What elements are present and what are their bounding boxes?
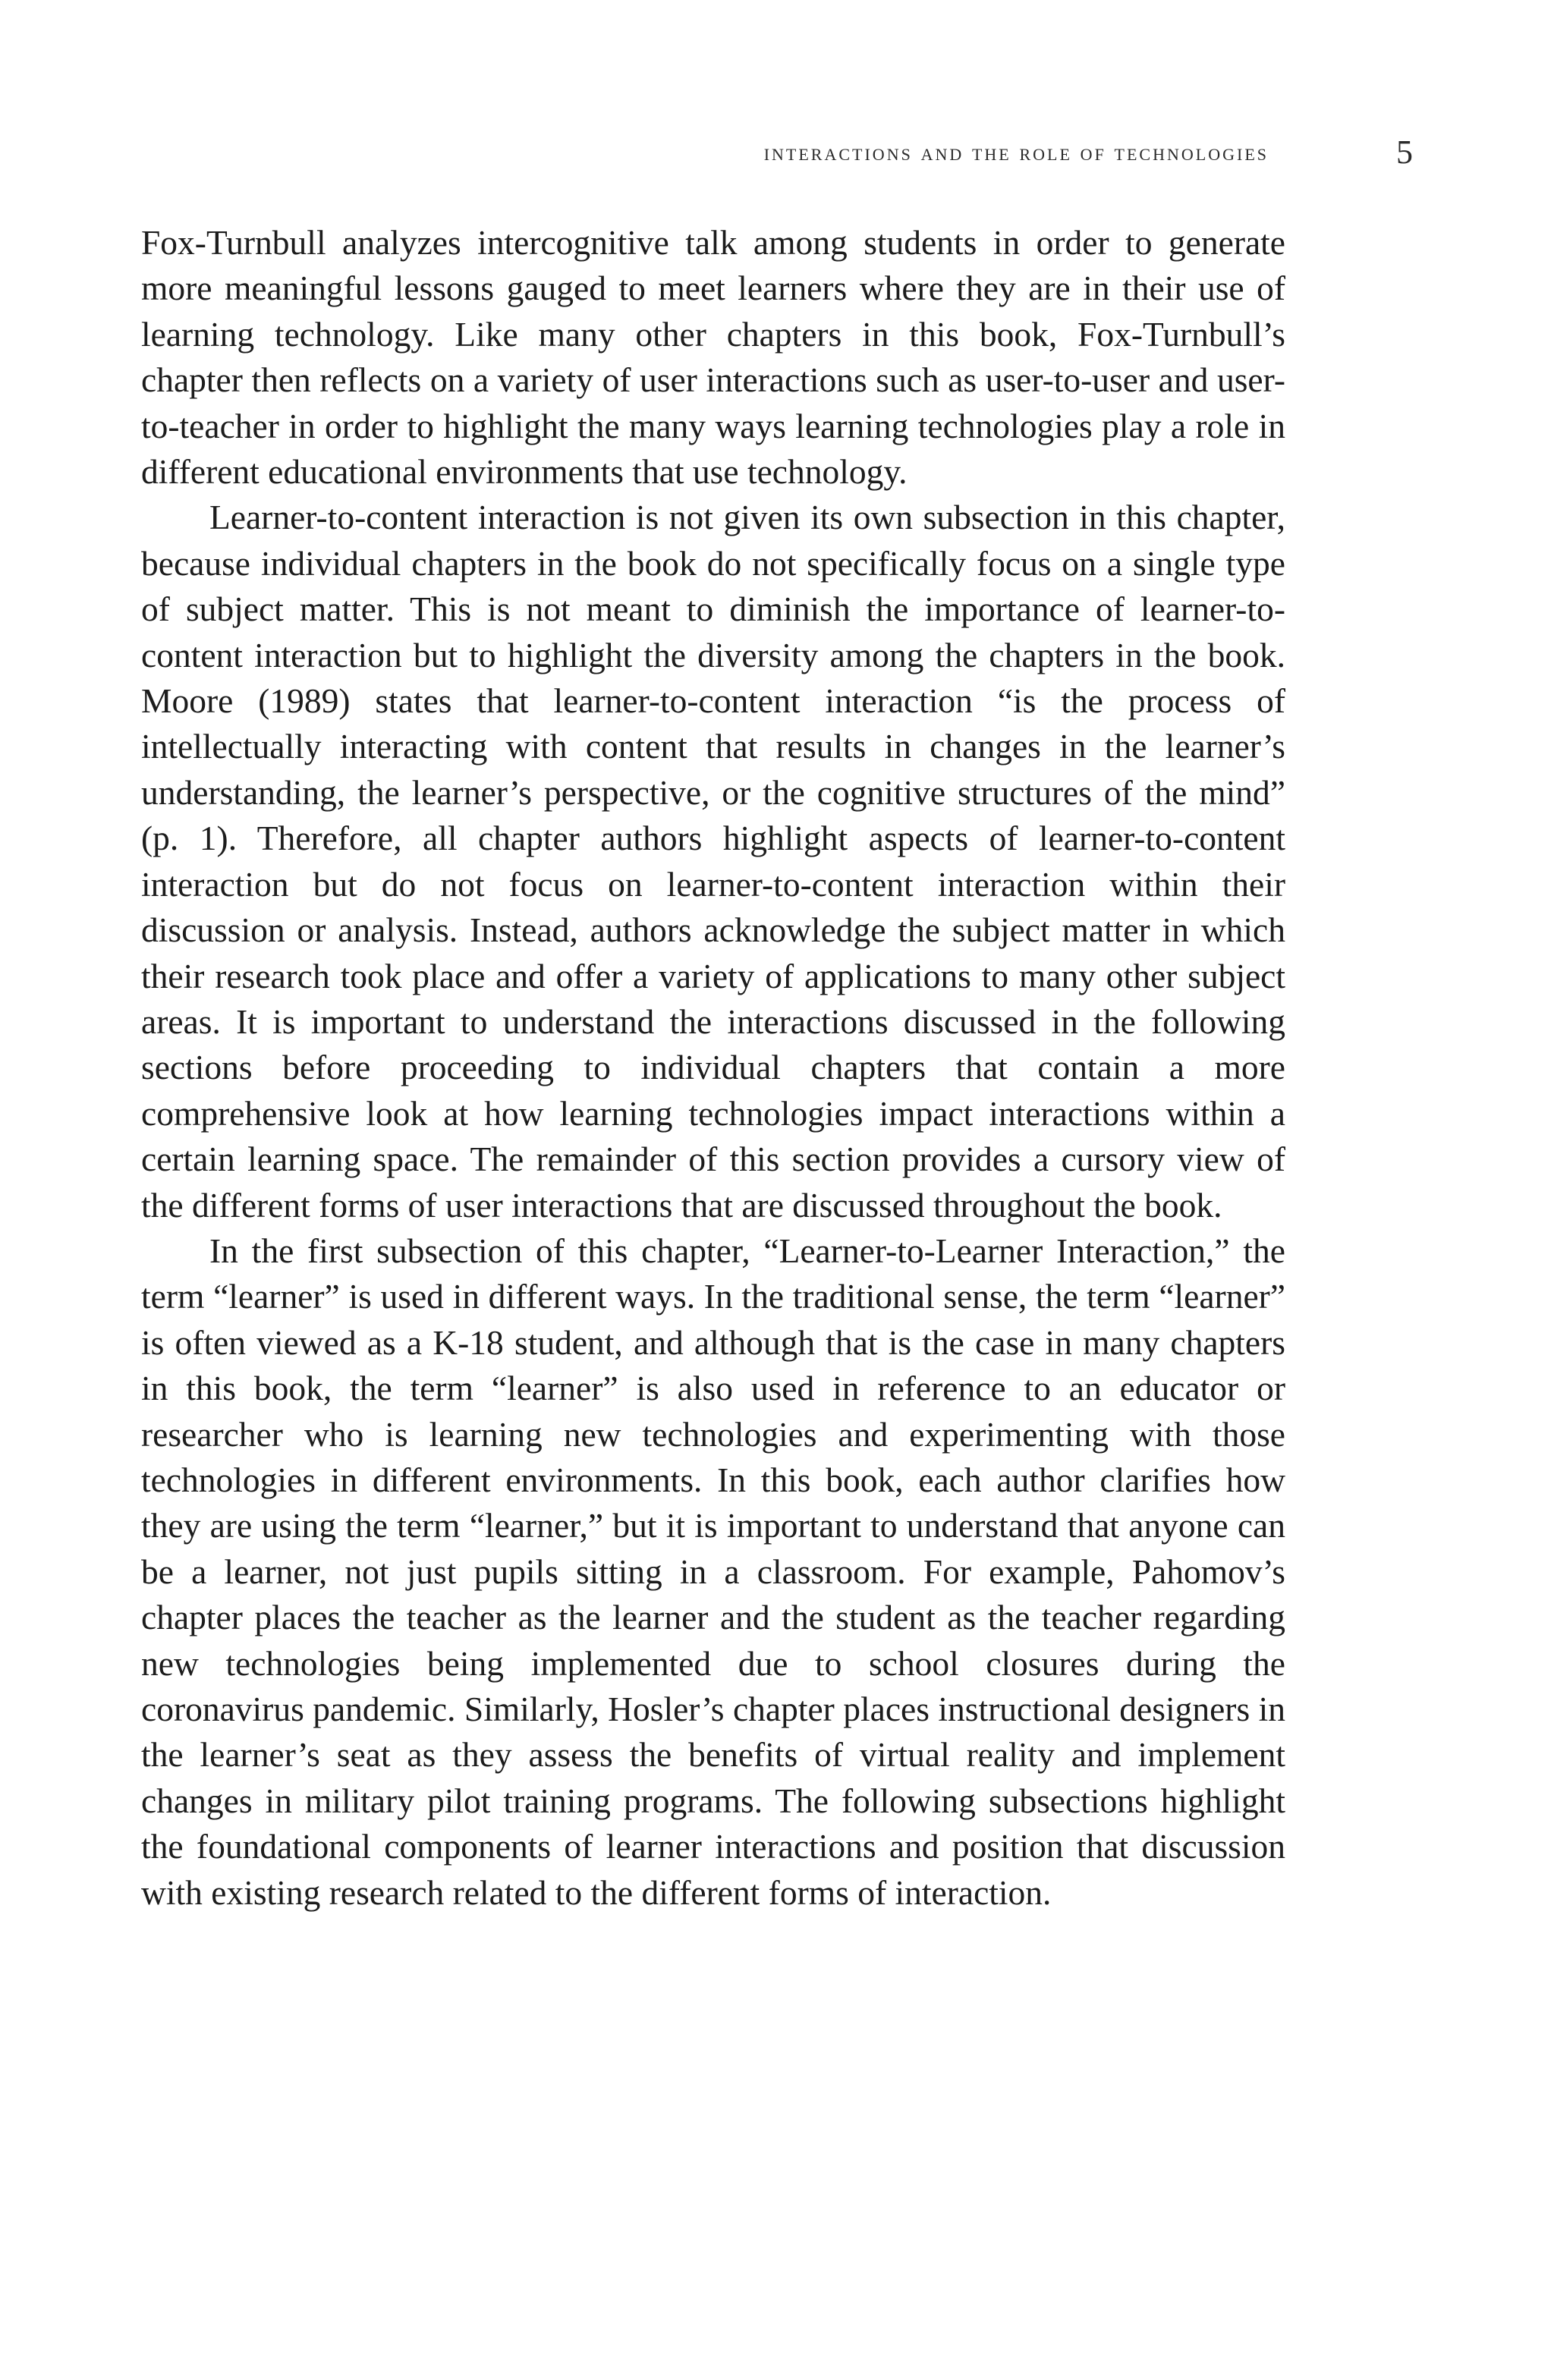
paragraph-3: In the first subsection of this chapter, “Learner-to-Learner Interaction,” the term “learner” is used in different ways. In the traditional sense, the term “learner” is often viewed as a K-18 student, and although that is the case in many chapters in this book, the term “learner” is also used in reference to an educator or researcher who is learning new technologies and experimenting with those technologies in different environments. In this book, each author clarifies how they are using the term “learner,” but it is important to understand that anyone can be a learner, not just pupils sitting in a classroom. For example, Pahomov’s chapter places the teacher as the learner and the student as the teacher regarding new technologies being implemented due to school closures during the coronavirus pandemic. Similarly, Hosler’s chapter places instructional designers in the learner’s seat as they assess the benefits of virtual reality and implement changes in military pilot training programs. The following subsections highlight the foundational components of learner interactions and position that discussion with existing research related to the different forms of interaction.	[141, 1231, 1285, 1912]
page-number: 5	[1396, 134, 1413, 171]
paragraph-1: Fox-Turnbull analyzes intercognitive talk among students in order to generate more meaningful lessons gauged to meet learners where they are in their use of learning technology. Like many other chapters in this book, Fox-Turnbull’s chapter then reflects on a variety of user interactions such as user-to-user and user-to-teacher in order to highlight the many ways learning technologies play a role in different educational environments that use technology.	[141, 223, 1285, 492]
running-head	[141, 134, 1413, 171]
running-title: interactions and the role of technologies	[763, 139, 1269, 165]
body-text	[141, 220, 1285, 1916]
paragraph-2: Learner-to-content interaction is not given its own subsection in this chapter, because individual chapters in the book do not specifically focus on a single type of subject matter. This is not meant to diminish the importance of learner-to-content interaction but to highlight the diversity among the chapters in the book. Moore (1989) states that learner-to-content interaction “is the process of intellectually interacting with content that results in changes in the learner’s understanding, the learner’s perspective, or the cognitive structures of the mind” (p. 1). Therefore, all chapter authors highlight aspects of learner-to-content interaction but do not focus on learner-to-content interaction within their discussion or analysis. Instead, authors acknowledge the subject matter in which their research took place and offer a variety of applications to many other subject areas. It is important to understand the interactions discussed in the following sections before proceeding to individual chapters that contain a more comprehensive look at how learning technologies impact interactions within a certain learning space. The remainder of this section provides a cursory view of the different forms of user interactions that are discussed throughout the book.	[141, 498, 1285, 1225]
